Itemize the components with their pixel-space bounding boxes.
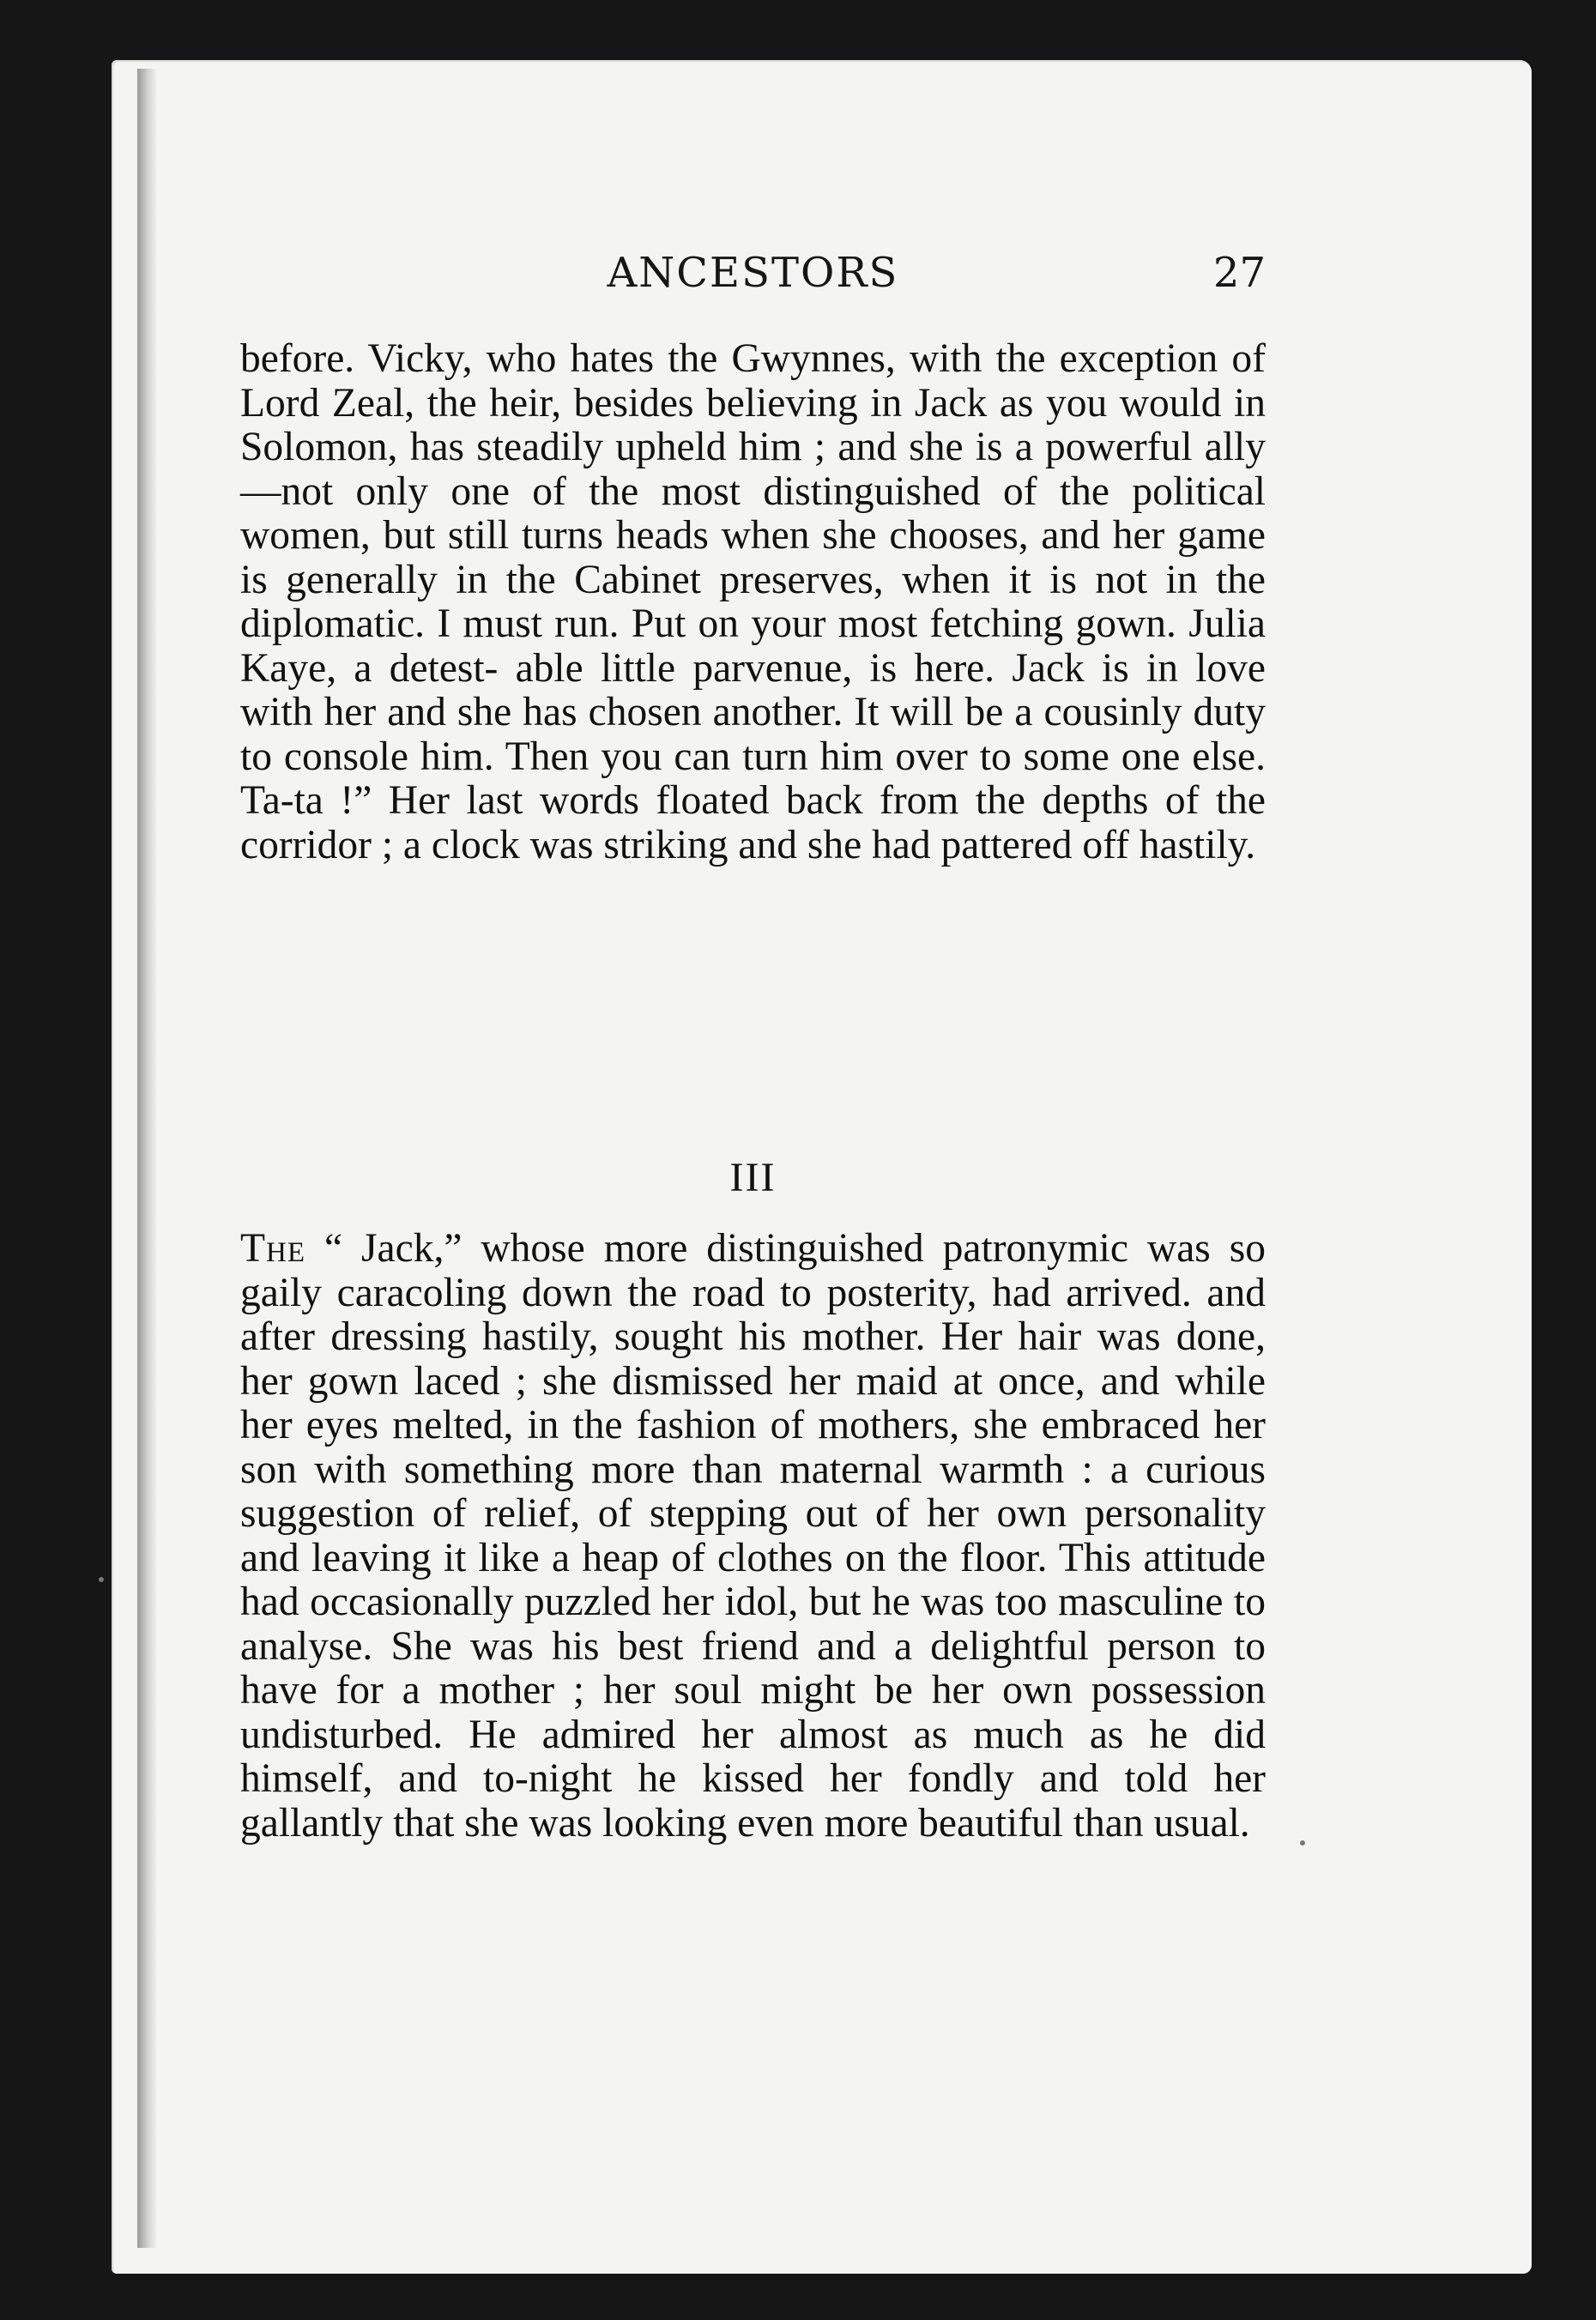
page-header: [240, 249, 1266, 309]
paragraph-2-text: “ Jack,” whose more distinguished patronymic was so gaily caracoling down the road to posterity, had arrived. and after dressing hastily, sought his mother. Her hair was done, her gown laced ; she dismissed her maid at once, and while her eyes melted, in the fashion of mothers, she embraced her son with something more than maternal warmth : a curious suggestion of relief, of stepping out of her own personality and leaving it like a heap of clothes on the floor. This attitude had occasionally puzzled her idol, but he was too masculine to analyse. She was his best friend and a delightful person to have for a mother ; her soul might be her own possession undisturbed. He admired her almost as much as he did himself, and to-night he kissed her fondly and told her gallantly that she was looking even more beautiful than usual.: [240, 1226, 1266, 1846]
page-number: 27: [1212, 249, 1266, 297]
paragraph-1: before. Vicky, who hates the Gwynnes, with the exception of Lord Zeal, the heir, besides believing in Jack as you would in Solomon, has steadily upheld him ; and she is a powerful ally—not only one of the most distinguished of the political women, but still turns heads when she chooses, and her game is generally in the Cabinet preserves, when it is not in the diplomatic. I must run. Put on your most fetching gown. Julia Kaye, a detest- able little parvenue, is here. Jack is in love with her and she has chosen another. It will be a cousinly duty to console him. Then you can turn him over to some one else. Ta-ta !” Her last words floated back from the depths of the corridor ; a clock was striking and she had pattered off hastily.: [240, 336, 1266, 867]
section-heading: III: [729, 1155, 777, 1200]
page-gutter-shadow: [137, 69, 156, 2248]
running-title: ANCESTORS: [607, 249, 899, 297]
paragraph-2: [240, 1227, 1266, 1846]
scan-speck: [99, 1577, 104, 1582]
scan-speck: [1300, 1840, 1305, 1846]
paragraph-2-lead: The: [240, 1226, 306, 1271]
